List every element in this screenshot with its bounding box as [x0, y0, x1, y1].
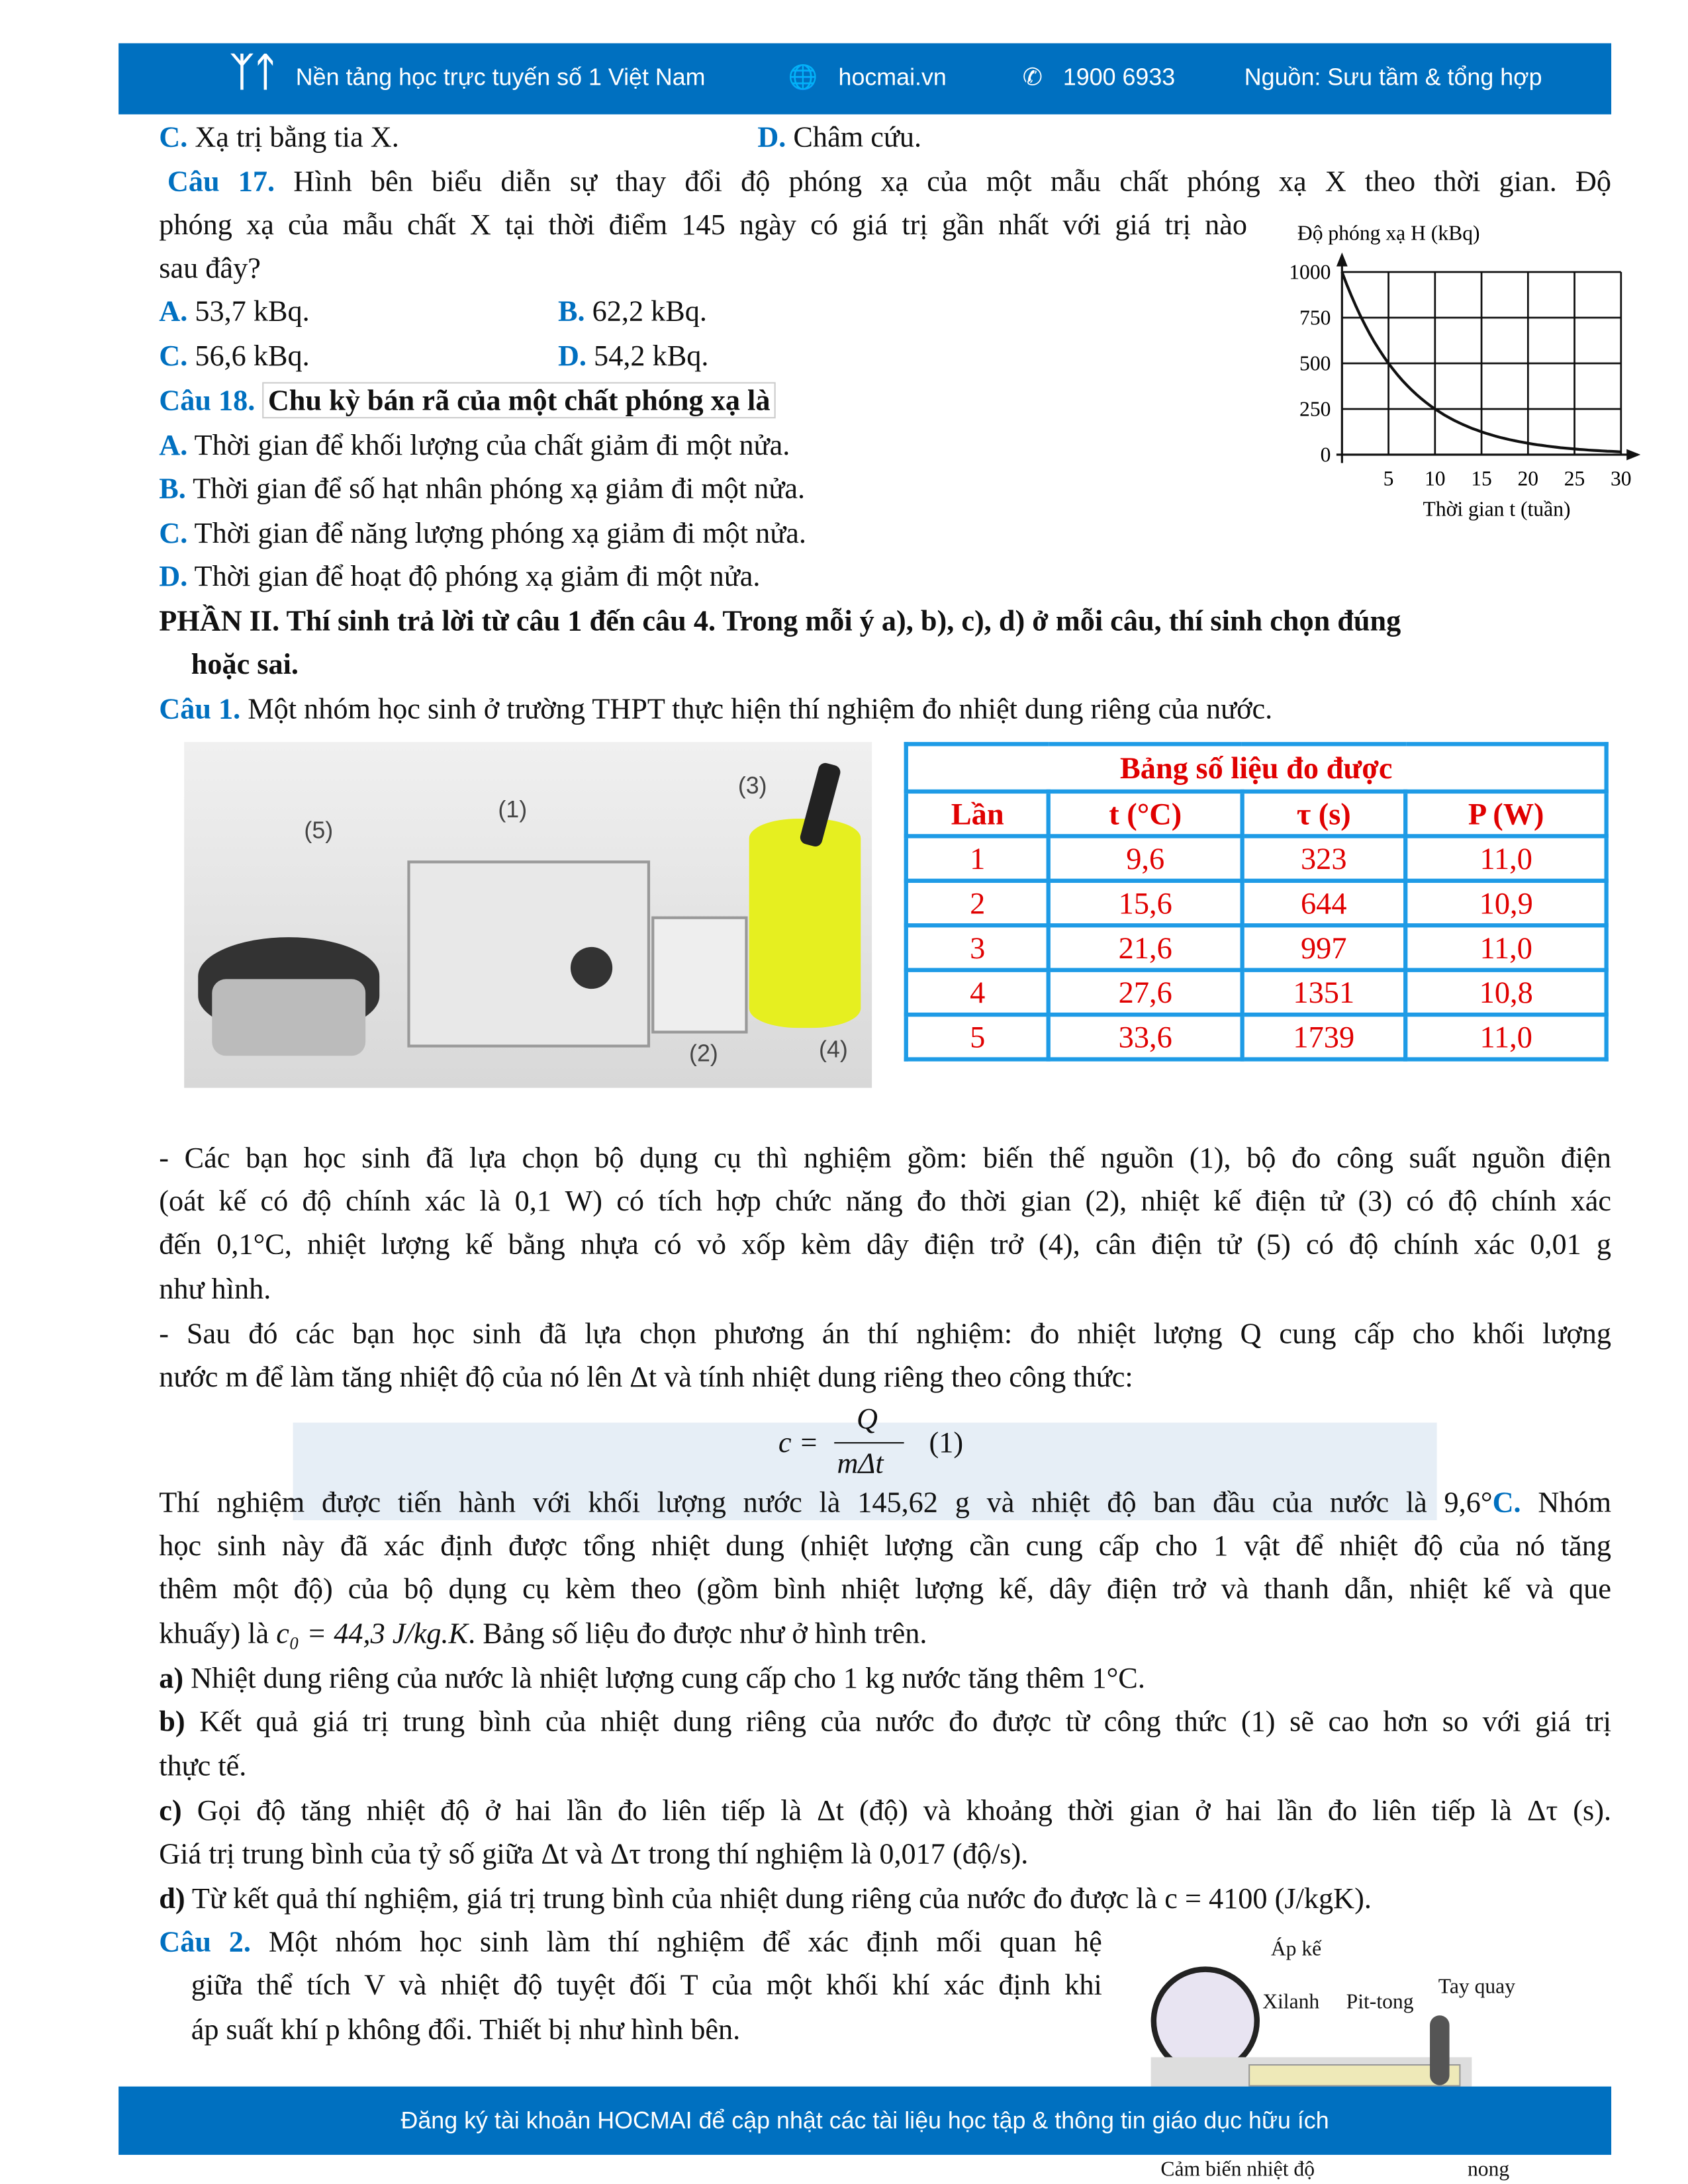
- formula-denominator: mΔt: [837, 1446, 884, 1480]
- chart-title: Độ phóng xạ H (kBq): [1297, 221, 1480, 245]
- part2-heading: PHẦN II. Thí sinh trả lời từ câu 1 đến câu 4. Trong mỗi ý a), b), c), d) ở mỗi câu, thí sinh chọn đúng: [159, 604, 1401, 638]
- table-row: [906, 1015, 1607, 1059]
- c2-stem-line2: giữa thể tích V và nhiệt độ tuyệt đối T của một khối khí xác định khi: [191, 1968, 1102, 2002]
- c1-item-a: a) Nhiệt dung riêng của nước là nhiệt lượng cung cấp cho 1 kg nước tăng thêm 1°C.: [159, 1661, 1145, 1695]
- y-tick-label: 1000: [1289, 260, 1331, 284]
- table-cell: 15,6: [1049, 881, 1242, 925]
- y-tick-label: 750: [1299, 306, 1331, 330]
- q17-option-a: A. 53,7 kBq.: [159, 294, 310, 328]
- label-piston: Pit-tong: [1346, 1991, 1414, 2015]
- x-tick-label: 10: [1425, 467, 1446, 490]
- header-phone: 1900 6933: [1062, 64, 1176, 91]
- experiment-photo: [184, 742, 872, 1088]
- formula-number: (1): [929, 1425, 964, 1459]
- c1-p3-line2: học sinh này đã xác định được tổng nhiệt dung (nhiệt lượng cần cung cấp cho 1 vật để nhiệt độ của nó tăng: [159, 1528, 1612, 1563]
- header-bar: [118, 43, 1611, 114]
- header-source: Nguồn: Sưu tầm & tổng hợp: [1244, 64, 1542, 91]
- table-cell: 27,6: [1049, 970, 1242, 1015]
- c1-p1-line2: (oát kế có độ chính xác là 0,1 W) có tích hợp chức năng đo thời gian (2), nhiệt kế điện tử (3) có độ chính xác: [159, 1184, 1612, 1218]
- photo-label-4: (4): [819, 1036, 848, 1063]
- globe-icon: 🌐: [788, 64, 818, 91]
- table-cell: 3: [906, 925, 1049, 970]
- decay-chart: [1262, 206, 1653, 534]
- table-row: [906, 925, 1607, 970]
- part2-heading-cont: hoặc sai.: [191, 647, 299, 681]
- table-row: [906, 836, 1607, 880]
- table-row: [906, 881, 1607, 925]
- c1-item-b: b) Kết quả giá trị trung bình của nhiệt dung riêng của nước đo được từ công thức (1) sẽ cao hơn so với giá trị: [159, 1704, 1612, 1738]
- table-cell: 2: [906, 881, 1049, 925]
- power-supply: [407, 860, 650, 1047]
- footer-text[interactable]: Đăng ký tài khoản HOCMAI để cập nhật các tài liệu học tập & thông tin giáo dục hữu ích: [400, 2107, 1329, 2134]
- x-axis-arrow: [1626, 449, 1640, 461]
- table-row: [906, 970, 1607, 1015]
- label-sensor: Cảm biến nhiệt độ: [1160, 2159, 1315, 2181]
- table-cell: 21,6: [1049, 925, 1242, 970]
- c1-p1-line1: - Các bạn học sinh đã lựa chọn bộ dụng cụ thì nghiệm gồm: biến thế nguồn (1), bộ đo công suất nguồn điện: [159, 1140, 1612, 1175]
- table-cell: 33,6: [1049, 1015, 1242, 1059]
- c2-stem-line3: áp suất khí p không đổi. Thiết bị như hình bên.: [191, 2012, 741, 2046]
- table-cell: 11,0: [1406, 1015, 1607, 1059]
- q16-option-d: D. Châm cứu.: [757, 120, 922, 154]
- table-header-row: [906, 792, 1607, 836]
- photo-label-3: (3): [737, 772, 767, 799]
- table-cell: 5: [906, 1015, 1049, 1059]
- table-cell: 323: [1242, 836, 1406, 880]
- c1-item-d: d) Từ kết quả thí nghiệm, giá trị trung bình của nhiệt dung riêng của nước đo được là c = 4100 (J/kgK).: [159, 1881, 1372, 1915]
- photo-label-2: (2): [689, 1040, 718, 1068]
- q17-option-d: D. 54,2 kBq.: [557, 339, 709, 373]
- c2-stem-line1: Câu 2. Một nhóm học sinh làm thí nghiệm để xác định mối quan hệ: [159, 1925, 1102, 1958]
- q17-option-b: B. 62,2 kBq.: [557, 294, 707, 328]
- q18-stem: Câu 18. Chu kỳ bán rã của một chất phóng xạ là: [159, 381, 776, 420]
- q17-option-c: C. 56,6 kBq.: [159, 339, 310, 373]
- q17-stem-line2: phóng xạ của mẫu chất X tại thời điểm 145 ngày có giá trị gần nhất với giá trị nào: [159, 208, 1248, 242]
- phone-icon: ✆: [1022, 64, 1043, 91]
- c1-p1-line4: như hình.: [159, 1271, 271, 1306]
- calorimeter: [749, 819, 861, 1028]
- q18-option-d: D. Thời gian để hoạt độ phóng xạ giảm đi một nửa.: [159, 559, 761, 593]
- cylinder: [1248, 2064, 1460, 2087]
- c1-p3-line1: Thí nghiệm được tiến hành với khối lượng nước là 145,62 g và nhiệt độ ban đầu của nước là 9,6°C. Nhóm: [159, 1485, 1612, 1519]
- label-crank: Tay quay: [1438, 1976, 1516, 1999]
- col-header: t (°C): [1049, 792, 1242, 836]
- table-cell: 11,0: [1406, 925, 1607, 970]
- formula-lhs: c =: [778, 1425, 819, 1459]
- footer-bar: [118, 2087, 1611, 2155]
- table-cell: 4: [906, 970, 1049, 1015]
- crank: [1430, 2015, 1450, 2085]
- y-tick-label: 0: [1320, 443, 1331, 467]
- table-cell: 9,6: [1049, 836, 1242, 880]
- q18-option-b: B. Thời gian để số hạt nhân phóng xạ giảm đi một nửa.: [159, 471, 806, 505]
- x-tick-label: 30: [1610, 467, 1632, 490]
- col-header: τ (s): [1242, 792, 1406, 836]
- q18-option-c: C. Thời gian để năng lượng phóng xạ giảm đi một nửa.: [159, 516, 806, 550]
- table-cell: 1: [906, 836, 1049, 880]
- table-cell: 997: [1242, 925, 1406, 970]
- q16-option-c: C. Xạ trị bằng tia X.: [159, 120, 399, 154]
- y-tick-label: 500: [1299, 351, 1331, 375]
- x-tick-label: 5: [1383, 467, 1394, 490]
- x-tick-label: 15: [1471, 467, 1492, 490]
- x-axis-label: Thời gian t (tuần): [1423, 497, 1571, 521]
- formula-numerator: Q: [856, 1401, 878, 1435]
- x-tick-label: 25: [1564, 467, 1585, 490]
- y-axis-arrow: [1336, 252, 1348, 266]
- y-tick-label: 250: [1299, 397, 1331, 421]
- label-gauge: Áp kế: [1270, 1938, 1322, 1962]
- c1-p3-line3: thêm một độ) của bộ dụng cụ kèm theo (gồm bình nhiệt lượng kế, dây điện trở và thanh dẫn, nhiệt kế và que: [159, 1572, 1612, 1606]
- col-header: P (W): [1406, 792, 1607, 836]
- col-header: Lần: [906, 792, 1049, 836]
- label-cut: nong: [1467, 2159, 1510, 2181]
- table-cell: 10,9: [1406, 881, 1607, 925]
- data-table: [904, 742, 1609, 1062]
- photo-label-1: (1): [498, 796, 528, 823]
- q18-option-a: A. Thời gian để khối lượng của chất giảm đi một nửa.: [159, 428, 790, 462]
- c1-item-b-cont: thực tế.: [159, 1749, 247, 1783]
- c1-stem: Câu 1. Một nhóm học sinh ở trường THPT thực hiện thí nghiệm đo nhiệt dung riêng của nước.: [159, 692, 1273, 725]
- c1-p1-line3: đến 0,1°C, nhiệt lượng kế bằng nhựa có vỏ xốp kèm dây điện trở (4), cân điện tử (5) có độ chính xác 0,01 g: [159, 1227, 1612, 1261]
- q17-stem-line1: Câu 17. Hình bên biểu diễn sự thay đổi độ phóng xạ của một mẫu chất phóng xạ X theo thời gian. Độ: [167, 164, 1612, 199]
- table-cell: 644: [1242, 881, 1406, 925]
- q17-stem-line3: sau đây?: [159, 251, 261, 285]
- table-title: Bảng số liệu đo được: [906, 744, 1607, 792]
- c1-p3-line4: khuấy) là c₀ = 44,3 J/kg.K. Bảng số liệu đo được như ở hình trên.: [159, 1616, 927, 1651]
- hocmai-logo: ᛉᛏ: [230, 50, 277, 94]
- header-website[interactable]: hocmai.vn: [838, 64, 947, 91]
- wattmeter: [651, 917, 747, 1034]
- header-slogan: Nền tảng học trực tuyến số 1 Việt Nam: [295, 64, 706, 91]
- table-cell: 1739: [1242, 1015, 1406, 1059]
- c1-item-c-cont: Giá trị trung bình của tỷ số giữa Δt và Δτ trong thí nghiệm là 0,017 (độ/s).: [159, 1837, 1029, 1871]
- c1-p2-line2: nước m để làm tăng nhiệt độ của nó lên Δt và tính nhiệt dung riêng theo công thức:: [159, 1359, 1133, 1394]
- x-tick-label: 20: [1517, 467, 1539, 490]
- c1-item-c: c) Gọi độ tăng nhiệt độ ở hai lần đo liên tiếp là Δt (độ) và khoảng thời gian ở hai lần đo liên tiếp là Δτ (s).: [159, 1794, 1612, 1827]
- electronic-scale: [212, 979, 365, 1056]
- c1-p2-line1: - Sau đó các bạn học sinh đã lựa chọn phương án thí nghiệm: đo nhiệt lượng Q cung cấp cho khối lượng: [159, 1316, 1612, 1350]
- table-cell: 11,0: [1406, 836, 1607, 880]
- photo-label-5: (5): [304, 817, 334, 844]
- table-cell: 10,8: [1406, 970, 1607, 1015]
- label-cylinder: Xilanh: [1262, 1991, 1320, 2015]
- table-cell: 1351: [1242, 970, 1406, 1015]
